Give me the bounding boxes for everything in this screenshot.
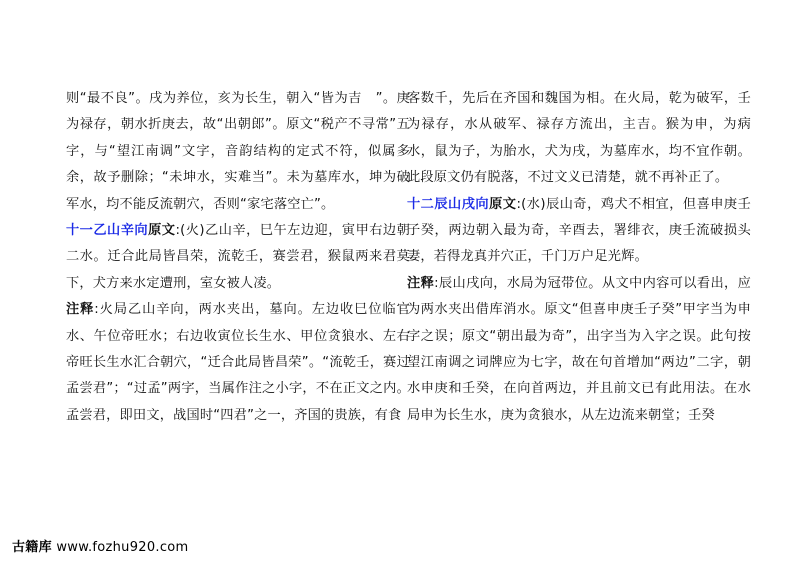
right-paragraph-1: 客数千，先后在齐国和魏国为相。在火局，乾为破军，壬为禄存，水从破军、禄存方流出，主吉。猴为申，为病水，鼠为子，为胎水，犬为戌，为墓库水，均不宜作朝。此段原文仍有脱落，不过文义已清楚，就不再补正了。 [407, 91, 751, 186]
section-twelve-paragraph [407, 192, 751, 271]
site-url-link[interactable]: www.fozhu920.com [56, 540, 189, 555]
section-twelve-original-label: 原文 [489, 196, 517, 212]
site-name: 古籍库 [12, 540, 52, 555]
section-twelve-heading: 十二辰山戌向 [407, 196, 490, 212]
section-twelve-note-label: 注释 [407, 275, 435, 291]
section-eleven-paragraph [66, 218, 410, 297]
site-footer [12, 536, 189, 555]
left-paragraph-1: 则“最不良”。戌为养位，亥为长生，朝入“皆为吉 ”。庚为禄存，朝水折庚去，故“出朝郎”。原文“税产不寻常”五字，与“望江南调”文字，音韵结构的定式不符，似属多余，故予删除；“未坤水，实难当”。未为墓库水，坤为破军水，均不能反流朝穴，否则“家宅落空亡”。 [66, 91, 410, 212]
section-eleven-note-paragraph [66, 297, 410, 429]
section-twelve-note-text: :辰山戌向，水局为冠带位。从文中内容可以看出，应为两水夹出借库消水。原文“但喜申庚壬子癸”甲字当为申字之误；原文“朝出最为奇”，出字当为入字之误。此句按望江南调之词牌应为七字，故在句首增加“两边”二字，朝水申庚和壬癸，在向首两边，并且前文已有此用法。在水局申为长生水，庚为贪狼水，从左边流来朝堂；壬癸 [407, 275, 751, 423]
section-eleven-original-label: 原文 [148, 223, 176, 239]
section-eleven-heading: 十一乙山辛向 [66, 223, 149, 239]
left-text-column [66, 86, 410, 429]
section-twelve-note-paragraph [407, 271, 751, 429]
section-twelve-original-text: :(水)辰山奇，鸡犬不相宜，但喜申庚壬子癸，两边朝入最为奇，辛酉去，署绯衣，庚壬流破损头妻，若得龙真并穴正，千门万户足光辉。 [407, 196, 751, 265]
section-eleven-note-label: 注释 [66, 302, 95, 318]
right-text-column [407, 86, 751, 429]
section-eleven-note-text: :火局乙山辛向，两水夹出，墓向。左边收巳位临官水、午位帝旺水；右边收寅位长生水、甲位贪狼水、左右帝旺长生水汇合朝穴，“迁合此局皆昌荣”。“流乾壬，赛过孟尝君”；“过孟”两字，当属作注之小字，不在正文之内。孟尝君，即田文，战国时“四君”之一，齐国的贵族，有食 [66, 302, 410, 423]
section-eleven-original-text: :(火)乙山辛，巳午左边迎，寅甲右边朝二水。迁合此局皆昌荣，流乾壬，赛尝君，猴鼠两来君莫下，犬方来水定遭刑，室女被人凌。 [66, 223, 410, 291]
